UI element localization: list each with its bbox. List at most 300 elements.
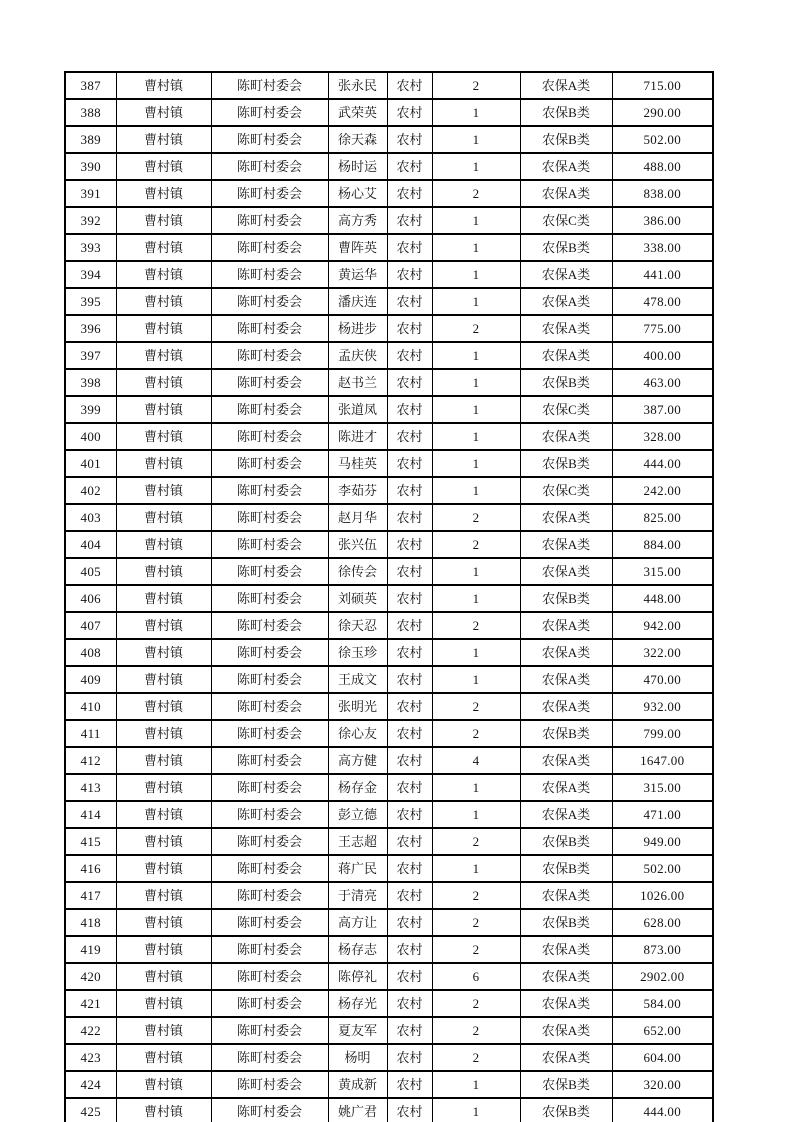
table-row bbox=[65, 504, 713, 531]
cell-seq-no: 401 bbox=[65, 450, 116, 477]
cell-amount: 799.00 bbox=[612, 720, 713, 747]
table-row bbox=[65, 180, 713, 207]
cell-town: 曹村镇 bbox=[116, 99, 211, 126]
cell-village-committee: 陈町村委会 bbox=[211, 315, 328, 342]
table-row bbox=[65, 963, 713, 990]
cell-amount: 328.00 bbox=[612, 423, 713, 450]
cell-village-committee: 陈町村委会 bbox=[211, 99, 328, 126]
cell-insurance-category: 农保A类 bbox=[520, 1044, 612, 1071]
cell-village-committee: 陈町村委会 bbox=[211, 153, 328, 180]
cell-town: 曹村镇 bbox=[116, 450, 211, 477]
cell-insurance-category: 农保A类 bbox=[520, 639, 612, 666]
cell-person-count: 1 bbox=[432, 1071, 520, 1098]
cell-person-name: 徐天森 bbox=[328, 126, 387, 153]
cell-town: 曹村镇 bbox=[116, 423, 211, 450]
benefits-table bbox=[64, 71, 714, 1122]
cell-amount: 444.00 bbox=[612, 450, 713, 477]
cell-amount: 825.00 bbox=[612, 504, 713, 531]
cell-amount: 448.00 bbox=[612, 585, 713, 612]
cell-person-name: 曹阵英 bbox=[328, 234, 387, 261]
cell-residence-type: 农村 bbox=[387, 990, 432, 1017]
cell-amount: 290.00 bbox=[612, 99, 713, 126]
cell-insurance-category: 农保A类 bbox=[520, 288, 612, 315]
cell-amount: 502.00 bbox=[612, 126, 713, 153]
cell-person-count: 1 bbox=[432, 261, 520, 288]
cell-insurance-category: 农保A类 bbox=[520, 153, 612, 180]
cell-town: 曹村镇 bbox=[116, 504, 211, 531]
cell-person-name: 徐传会 bbox=[328, 558, 387, 585]
cell-person-count: 1 bbox=[432, 342, 520, 369]
cell-residence-type: 农村 bbox=[387, 828, 432, 855]
cell-town: 曹村镇 bbox=[116, 558, 211, 585]
cell-residence-type: 农村 bbox=[387, 585, 432, 612]
cell-person-name: 杨存光 bbox=[328, 990, 387, 1017]
cell-person-name: 陈进才 bbox=[328, 423, 387, 450]
cell-seq-no: 407 bbox=[65, 612, 116, 639]
cell-person-name: 高方秀 bbox=[328, 207, 387, 234]
cell-seq-no: 403 bbox=[65, 504, 116, 531]
table-row bbox=[65, 99, 713, 126]
table-row bbox=[65, 450, 713, 477]
table-row bbox=[65, 1071, 713, 1098]
cell-village-committee: 陈町村委会 bbox=[211, 585, 328, 612]
cell-residence-type: 农村 bbox=[387, 234, 432, 261]
cell-person-count: 1 bbox=[432, 126, 520, 153]
cell-person-count: 1 bbox=[432, 450, 520, 477]
cell-person-count: 2 bbox=[432, 1017, 520, 1044]
cell-village-committee: 陈町村委会 bbox=[211, 1098, 328, 1122]
table-row bbox=[65, 234, 713, 261]
cell-amount: 1026.00 bbox=[612, 882, 713, 909]
cell-amount: 478.00 bbox=[612, 288, 713, 315]
table-row bbox=[65, 261, 713, 288]
cell-village-committee: 陈町村委会 bbox=[211, 612, 328, 639]
cell-village-committee: 陈町村委会 bbox=[211, 423, 328, 450]
cell-seq-no: 412 bbox=[65, 747, 116, 774]
cell-seq-no: 389 bbox=[65, 126, 116, 153]
cell-person-name: 高方让 bbox=[328, 909, 387, 936]
cell-person-count: 2 bbox=[432, 990, 520, 1017]
cell-village-committee: 陈町村委会 bbox=[211, 1071, 328, 1098]
cell-village-committee: 陈町村委会 bbox=[211, 855, 328, 882]
cell-amount: 628.00 bbox=[612, 909, 713, 936]
table-row bbox=[65, 747, 713, 774]
cell-person-name: 徐玉珍 bbox=[328, 639, 387, 666]
cell-residence-type: 农村 bbox=[387, 207, 432, 234]
cell-village-committee: 陈町村委会 bbox=[211, 369, 328, 396]
cell-seq-no: 417 bbox=[65, 882, 116, 909]
cell-village-committee: 陈町村委会 bbox=[211, 963, 328, 990]
cell-amount: 604.00 bbox=[612, 1044, 713, 1071]
cell-person-name: 杨时运 bbox=[328, 153, 387, 180]
cell-residence-type: 农村 bbox=[387, 558, 432, 585]
cell-residence-type: 农村 bbox=[387, 720, 432, 747]
cell-insurance-category: 农保B类 bbox=[520, 126, 612, 153]
cell-insurance-category: 农保C类 bbox=[520, 396, 612, 423]
cell-person-count: 2 bbox=[432, 693, 520, 720]
cell-town: 曹村镇 bbox=[116, 585, 211, 612]
cell-amount: 502.00 bbox=[612, 855, 713, 882]
cell-village-committee: 陈町村委会 bbox=[211, 1044, 328, 1071]
cell-amount: 315.00 bbox=[612, 558, 713, 585]
cell-insurance-category: 农保B类 bbox=[520, 1098, 612, 1122]
cell-person-name: 孟庆侠 bbox=[328, 342, 387, 369]
table-row bbox=[65, 369, 713, 396]
table-row bbox=[65, 531, 713, 558]
cell-insurance-category: 农保B类 bbox=[520, 909, 612, 936]
cell-person-name: 杨明 bbox=[328, 1044, 387, 1071]
cell-person-count: 1 bbox=[432, 855, 520, 882]
table-row bbox=[65, 207, 713, 234]
table-row bbox=[65, 396, 713, 423]
cell-seq-no: 388 bbox=[65, 99, 116, 126]
cell-amount: 884.00 bbox=[612, 531, 713, 558]
cell-village-committee: 陈町村委会 bbox=[211, 261, 328, 288]
cell-residence-type: 农村 bbox=[387, 72, 432, 99]
cell-residence-type: 农村 bbox=[387, 153, 432, 180]
cell-seq-no: 423 bbox=[65, 1044, 116, 1071]
cell-person-name: 杨存志 bbox=[328, 936, 387, 963]
table-row bbox=[65, 909, 713, 936]
cell-town: 曹村镇 bbox=[116, 180, 211, 207]
cell-seq-no: 387 bbox=[65, 72, 116, 99]
cell-person-count: 1 bbox=[432, 801, 520, 828]
cell-village-committee: 陈町村委会 bbox=[211, 990, 328, 1017]
cell-town: 曹村镇 bbox=[116, 909, 211, 936]
cell-insurance-category: 农保A类 bbox=[520, 531, 612, 558]
cell-amount: 386.00 bbox=[612, 207, 713, 234]
cell-village-committee: 陈町村委会 bbox=[211, 450, 328, 477]
cell-amount: 584.00 bbox=[612, 990, 713, 1017]
table-row bbox=[65, 126, 713, 153]
cell-residence-type: 农村 bbox=[387, 909, 432, 936]
cell-insurance-category: 农保C类 bbox=[520, 477, 612, 504]
cell-village-committee: 陈町村委会 bbox=[211, 828, 328, 855]
cell-seq-no: 390 bbox=[65, 153, 116, 180]
cell-amount: 320.00 bbox=[612, 1071, 713, 1098]
cell-village-committee: 陈町村委会 bbox=[211, 207, 328, 234]
table-row bbox=[65, 423, 713, 450]
cell-person-name: 王成文 bbox=[328, 666, 387, 693]
cell-amount: 942.00 bbox=[612, 612, 713, 639]
cell-village-committee: 陈町村委会 bbox=[211, 180, 328, 207]
cell-seq-no: 414 bbox=[65, 801, 116, 828]
cell-seq-no: 418 bbox=[65, 909, 116, 936]
cell-residence-type: 农村 bbox=[387, 693, 432, 720]
cell-insurance-category: 农保A类 bbox=[520, 504, 612, 531]
cell-person-count: 1 bbox=[432, 774, 520, 801]
cell-town: 曹村镇 bbox=[116, 990, 211, 1017]
cell-town: 曹村镇 bbox=[116, 1044, 211, 1071]
cell-person-count: 2 bbox=[432, 720, 520, 747]
cell-person-count: 2 bbox=[432, 315, 520, 342]
table-row bbox=[65, 1098, 713, 1122]
cell-village-committee: 陈町村委会 bbox=[211, 477, 328, 504]
cell-village-committee: 陈町村委会 bbox=[211, 234, 328, 261]
cell-town: 曹村镇 bbox=[116, 774, 211, 801]
cell-residence-type: 农村 bbox=[387, 315, 432, 342]
table-row bbox=[65, 855, 713, 882]
cell-village-committee: 陈町村委会 bbox=[211, 639, 328, 666]
cell-insurance-category: 农保A类 bbox=[520, 423, 612, 450]
cell-residence-type: 农村 bbox=[387, 423, 432, 450]
cell-amount: 838.00 bbox=[612, 180, 713, 207]
cell-residence-type: 农村 bbox=[387, 936, 432, 963]
cell-seq-no: 408 bbox=[65, 639, 116, 666]
cell-insurance-category: 农保A类 bbox=[520, 801, 612, 828]
cell-village-committee: 陈町村委会 bbox=[211, 666, 328, 693]
cell-person-name: 张永民 bbox=[328, 72, 387, 99]
cell-amount: 463.00 bbox=[612, 369, 713, 396]
cell-town: 曹村镇 bbox=[116, 1098, 211, 1122]
cell-seq-no: 394 bbox=[65, 261, 116, 288]
cell-village-committee: 陈町村委会 bbox=[211, 558, 328, 585]
cell-seq-no: 402 bbox=[65, 477, 116, 504]
cell-person-name: 徐天忍 bbox=[328, 612, 387, 639]
cell-amount: 400.00 bbox=[612, 342, 713, 369]
table-row bbox=[65, 288, 713, 315]
cell-insurance-category: 农保A类 bbox=[520, 558, 612, 585]
cell-seq-no: 413 bbox=[65, 774, 116, 801]
cell-insurance-category: 农保A类 bbox=[520, 990, 612, 1017]
cell-village-committee: 陈町村委会 bbox=[211, 126, 328, 153]
cell-town: 曹村镇 bbox=[116, 882, 211, 909]
cell-village-committee: 陈町村委会 bbox=[211, 774, 328, 801]
cell-person-count: 1 bbox=[432, 369, 520, 396]
table-row bbox=[65, 558, 713, 585]
cell-seq-no: 421 bbox=[65, 990, 116, 1017]
cell-residence-type: 农村 bbox=[387, 450, 432, 477]
cell-amount: 470.00 bbox=[612, 666, 713, 693]
cell-insurance-category: 农保B类 bbox=[520, 234, 612, 261]
cell-town: 曹村镇 bbox=[116, 720, 211, 747]
cell-person-count: 1 bbox=[432, 207, 520, 234]
cell-town: 曹村镇 bbox=[116, 693, 211, 720]
cell-residence-type: 农村 bbox=[387, 396, 432, 423]
cell-person-count: 1 bbox=[432, 99, 520, 126]
cell-insurance-category: 农保A类 bbox=[520, 693, 612, 720]
cell-amount: 387.00 bbox=[612, 396, 713, 423]
cell-person-name: 刘硕英 bbox=[328, 585, 387, 612]
cell-village-committee: 陈町村委会 bbox=[211, 720, 328, 747]
cell-amount: 441.00 bbox=[612, 261, 713, 288]
cell-town: 曹村镇 bbox=[116, 639, 211, 666]
cell-seq-no: 398 bbox=[65, 369, 116, 396]
cell-town: 曹村镇 bbox=[116, 234, 211, 261]
cell-amount: 242.00 bbox=[612, 477, 713, 504]
cell-person-name: 张明光 bbox=[328, 693, 387, 720]
cell-residence-type: 农村 bbox=[387, 855, 432, 882]
cell-person-count: 2 bbox=[432, 180, 520, 207]
cell-person-count: 2 bbox=[432, 531, 520, 558]
cell-insurance-category: 农保A类 bbox=[520, 315, 612, 342]
cell-amount: 873.00 bbox=[612, 936, 713, 963]
cell-town: 曹村镇 bbox=[116, 747, 211, 774]
cell-insurance-category: 农保A类 bbox=[520, 1017, 612, 1044]
cell-person-count: 2 bbox=[432, 909, 520, 936]
cell-town: 曹村镇 bbox=[116, 963, 211, 990]
cell-seq-no: 409 bbox=[65, 666, 116, 693]
cell-insurance-category: 农保B类 bbox=[520, 450, 612, 477]
cell-seq-no: 422 bbox=[65, 1017, 116, 1044]
cell-person-name: 蒋广民 bbox=[328, 855, 387, 882]
cell-town: 曹村镇 bbox=[116, 531, 211, 558]
cell-residence-type: 农村 bbox=[387, 774, 432, 801]
cell-insurance-category: 农保B类 bbox=[520, 99, 612, 126]
cell-person-name: 于清亮 bbox=[328, 882, 387, 909]
cell-person-count: 1 bbox=[432, 234, 520, 261]
table-row bbox=[65, 666, 713, 693]
cell-insurance-category: 农保B类 bbox=[520, 855, 612, 882]
table-row bbox=[65, 1044, 713, 1071]
cell-town: 曹村镇 bbox=[116, 828, 211, 855]
cell-town: 曹村镇 bbox=[116, 261, 211, 288]
table-body bbox=[65, 72, 713, 1122]
cell-town: 曹村镇 bbox=[116, 342, 211, 369]
cell-insurance-category: 农保A类 bbox=[520, 666, 612, 693]
cell-town: 曹村镇 bbox=[116, 153, 211, 180]
cell-person-count: 2 bbox=[432, 1044, 520, 1071]
cell-amount: 471.00 bbox=[612, 801, 713, 828]
cell-seq-no: 404 bbox=[65, 531, 116, 558]
cell-village-committee: 陈町村委会 bbox=[211, 747, 328, 774]
cell-person-name: 武荣英 bbox=[328, 99, 387, 126]
cell-person-count: 2 bbox=[432, 936, 520, 963]
cell-seq-no: 420 bbox=[65, 963, 116, 990]
table-row bbox=[65, 990, 713, 1017]
cell-residence-type: 农村 bbox=[387, 99, 432, 126]
cell-person-count: 1 bbox=[432, 153, 520, 180]
cell-residence-type: 农村 bbox=[387, 612, 432, 639]
cell-town: 曹村镇 bbox=[116, 666, 211, 693]
cell-residence-type: 农村 bbox=[387, 801, 432, 828]
cell-seq-no: 419 bbox=[65, 936, 116, 963]
cell-seq-no: 395 bbox=[65, 288, 116, 315]
table-row bbox=[65, 882, 713, 909]
cell-person-name: 潘庆连 bbox=[328, 288, 387, 315]
cell-seq-no: 410 bbox=[65, 693, 116, 720]
cell-amount: 444.00 bbox=[612, 1098, 713, 1122]
cell-town: 曹村镇 bbox=[116, 288, 211, 315]
cell-insurance-category: 农保A类 bbox=[520, 612, 612, 639]
cell-person-count: 1 bbox=[432, 585, 520, 612]
cell-seq-no: 405 bbox=[65, 558, 116, 585]
cell-village-committee: 陈町村委会 bbox=[211, 693, 328, 720]
cell-village-committee: 陈町村委会 bbox=[211, 342, 328, 369]
cell-seq-no: 416 bbox=[65, 855, 116, 882]
cell-village-committee: 陈町村委会 bbox=[211, 882, 328, 909]
cell-insurance-category: 农保A类 bbox=[520, 72, 612, 99]
cell-person-name: 杨心艾 bbox=[328, 180, 387, 207]
cell-village-committee: 陈町村委会 bbox=[211, 504, 328, 531]
cell-town: 曹村镇 bbox=[116, 396, 211, 423]
cell-person-count: 1 bbox=[432, 1098, 520, 1122]
table-row bbox=[65, 1017, 713, 1044]
cell-village-committee: 陈町村委会 bbox=[211, 288, 328, 315]
cell-town: 曹村镇 bbox=[116, 315, 211, 342]
table-row bbox=[65, 315, 713, 342]
cell-town: 曹村镇 bbox=[116, 477, 211, 504]
cell-insurance-category: 农保B类 bbox=[520, 369, 612, 396]
cell-residence-type: 农村 bbox=[387, 477, 432, 504]
cell-residence-type: 农村 bbox=[387, 369, 432, 396]
cell-person-name: 彭立德 bbox=[328, 801, 387, 828]
cell-person-name: 杨存金 bbox=[328, 774, 387, 801]
cell-town: 曹村镇 bbox=[116, 126, 211, 153]
cell-person-count: 2 bbox=[432, 504, 520, 531]
cell-residence-type: 农村 bbox=[387, 666, 432, 693]
cell-insurance-category: 农保B类 bbox=[520, 585, 612, 612]
table-row bbox=[65, 612, 713, 639]
table-row bbox=[65, 585, 713, 612]
cell-insurance-category: 农保C类 bbox=[520, 207, 612, 234]
cell-village-committee: 陈町村委会 bbox=[211, 72, 328, 99]
cell-person-count: 1 bbox=[432, 639, 520, 666]
cell-amount: 775.00 bbox=[612, 315, 713, 342]
cell-amount: 932.00 bbox=[612, 693, 713, 720]
cell-person-name: 高方健 bbox=[328, 747, 387, 774]
cell-seq-no: 411 bbox=[65, 720, 116, 747]
cell-insurance-category: 农保A类 bbox=[520, 963, 612, 990]
cell-seq-no: 415 bbox=[65, 828, 116, 855]
cell-seq-no: 396 bbox=[65, 315, 116, 342]
cell-residence-type: 农村 bbox=[387, 531, 432, 558]
cell-seq-no: 399 bbox=[65, 396, 116, 423]
cell-residence-type: 农村 bbox=[387, 180, 432, 207]
table-row bbox=[65, 153, 713, 180]
cell-town: 曹村镇 bbox=[116, 612, 211, 639]
cell-person-count: 2 bbox=[432, 72, 520, 99]
cell-person-count: 2 bbox=[432, 882, 520, 909]
cell-town: 曹村镇 bbox=[116, 72, 211, 99]
cell-person-count: 1 bbox=[432, 396, 520, 423]
cell-residence-type: 农村 bbox=[387, 288, 432, 315]
cell-person-name: 陈停礼 bbox=[328, 963, 387, 990]
cell-town: 曹村镇 bbox=[116, 801, 211, 828]
cell-person-name: 王志超 bbox=[328, 828, 387, 855]
cell-town: 曹村镇 bbox=[116, 1017, 211, 1044]
cell-residence-type: 农村 bbox=[387, 747, 432, 774]
cell-insurance-category: 农保B类 bbox=[520, 720, 612, 747]
cell-person-count: 1 bbox=[432, 477, 520, 504]
cell-insurance-category: 农保A类 bbox=[520, 180, 612, 207]
table-row bbox=[65, 693, 713, 720]
table-row bbox=[65, 342, 713, 369]
cell-person-name: 张道凤 bbox=[328, 396, 387, 423]
cell-amount: 322.00 bbox=[612, 639, 713, 666]
cell-insurance-category: 农保B类 bbox=[520, 828, 612, 855]
cell-amount: 2902.00 bbox=[612, 963, 713, 990]
cell-residence-type: 农村 bbox=[387, 1071, 432, 1098]
cell-person-name: 赵书兰 bbox=[328, 369, 387, 396]
cell-town: 曹村镇 bbox=[116, 936, 211, 963]
cell-amount: 715.00 bbox=[612, 72, 713, 99]
cell-town: 曹村镇 bbox=[116, 207, 211, 234]
cell-seq-no: 397 bbox=[65, 342, 116, 369]
cell-person-count: 2 bbox=[432, 612, 520, 639]
cell-town: 曹村镇 bbox=[116, 1071, 211, 1098]
cell-village-committee: 陈町村委会 bbox=[211, 531, 328, 558]
cell-insurance-category: 农保A类 bbox=[520, 261, 612, 288]
cell-town: 曹村镇 bbox=[116, 855, 211, 882]
cell-person-name: 杨进步 bbox=[328, 315, 387, 342]
cell-person-count: 6 bbox=[432, 963, 520, 990]
cell-seq-no: 391 bbox=[65, 180, 116, 207]
cell-person-name: 黄成新 bbox=[328, 1071, 387, 1098]
cell-residence-type: 农村 bbox=[387, 261, 432, 288]
cell-person-count: 1 bbox=[432, 288, 520, 315]
cell-amount: 1647.00 bbox=[612, 747, 713, 774]
